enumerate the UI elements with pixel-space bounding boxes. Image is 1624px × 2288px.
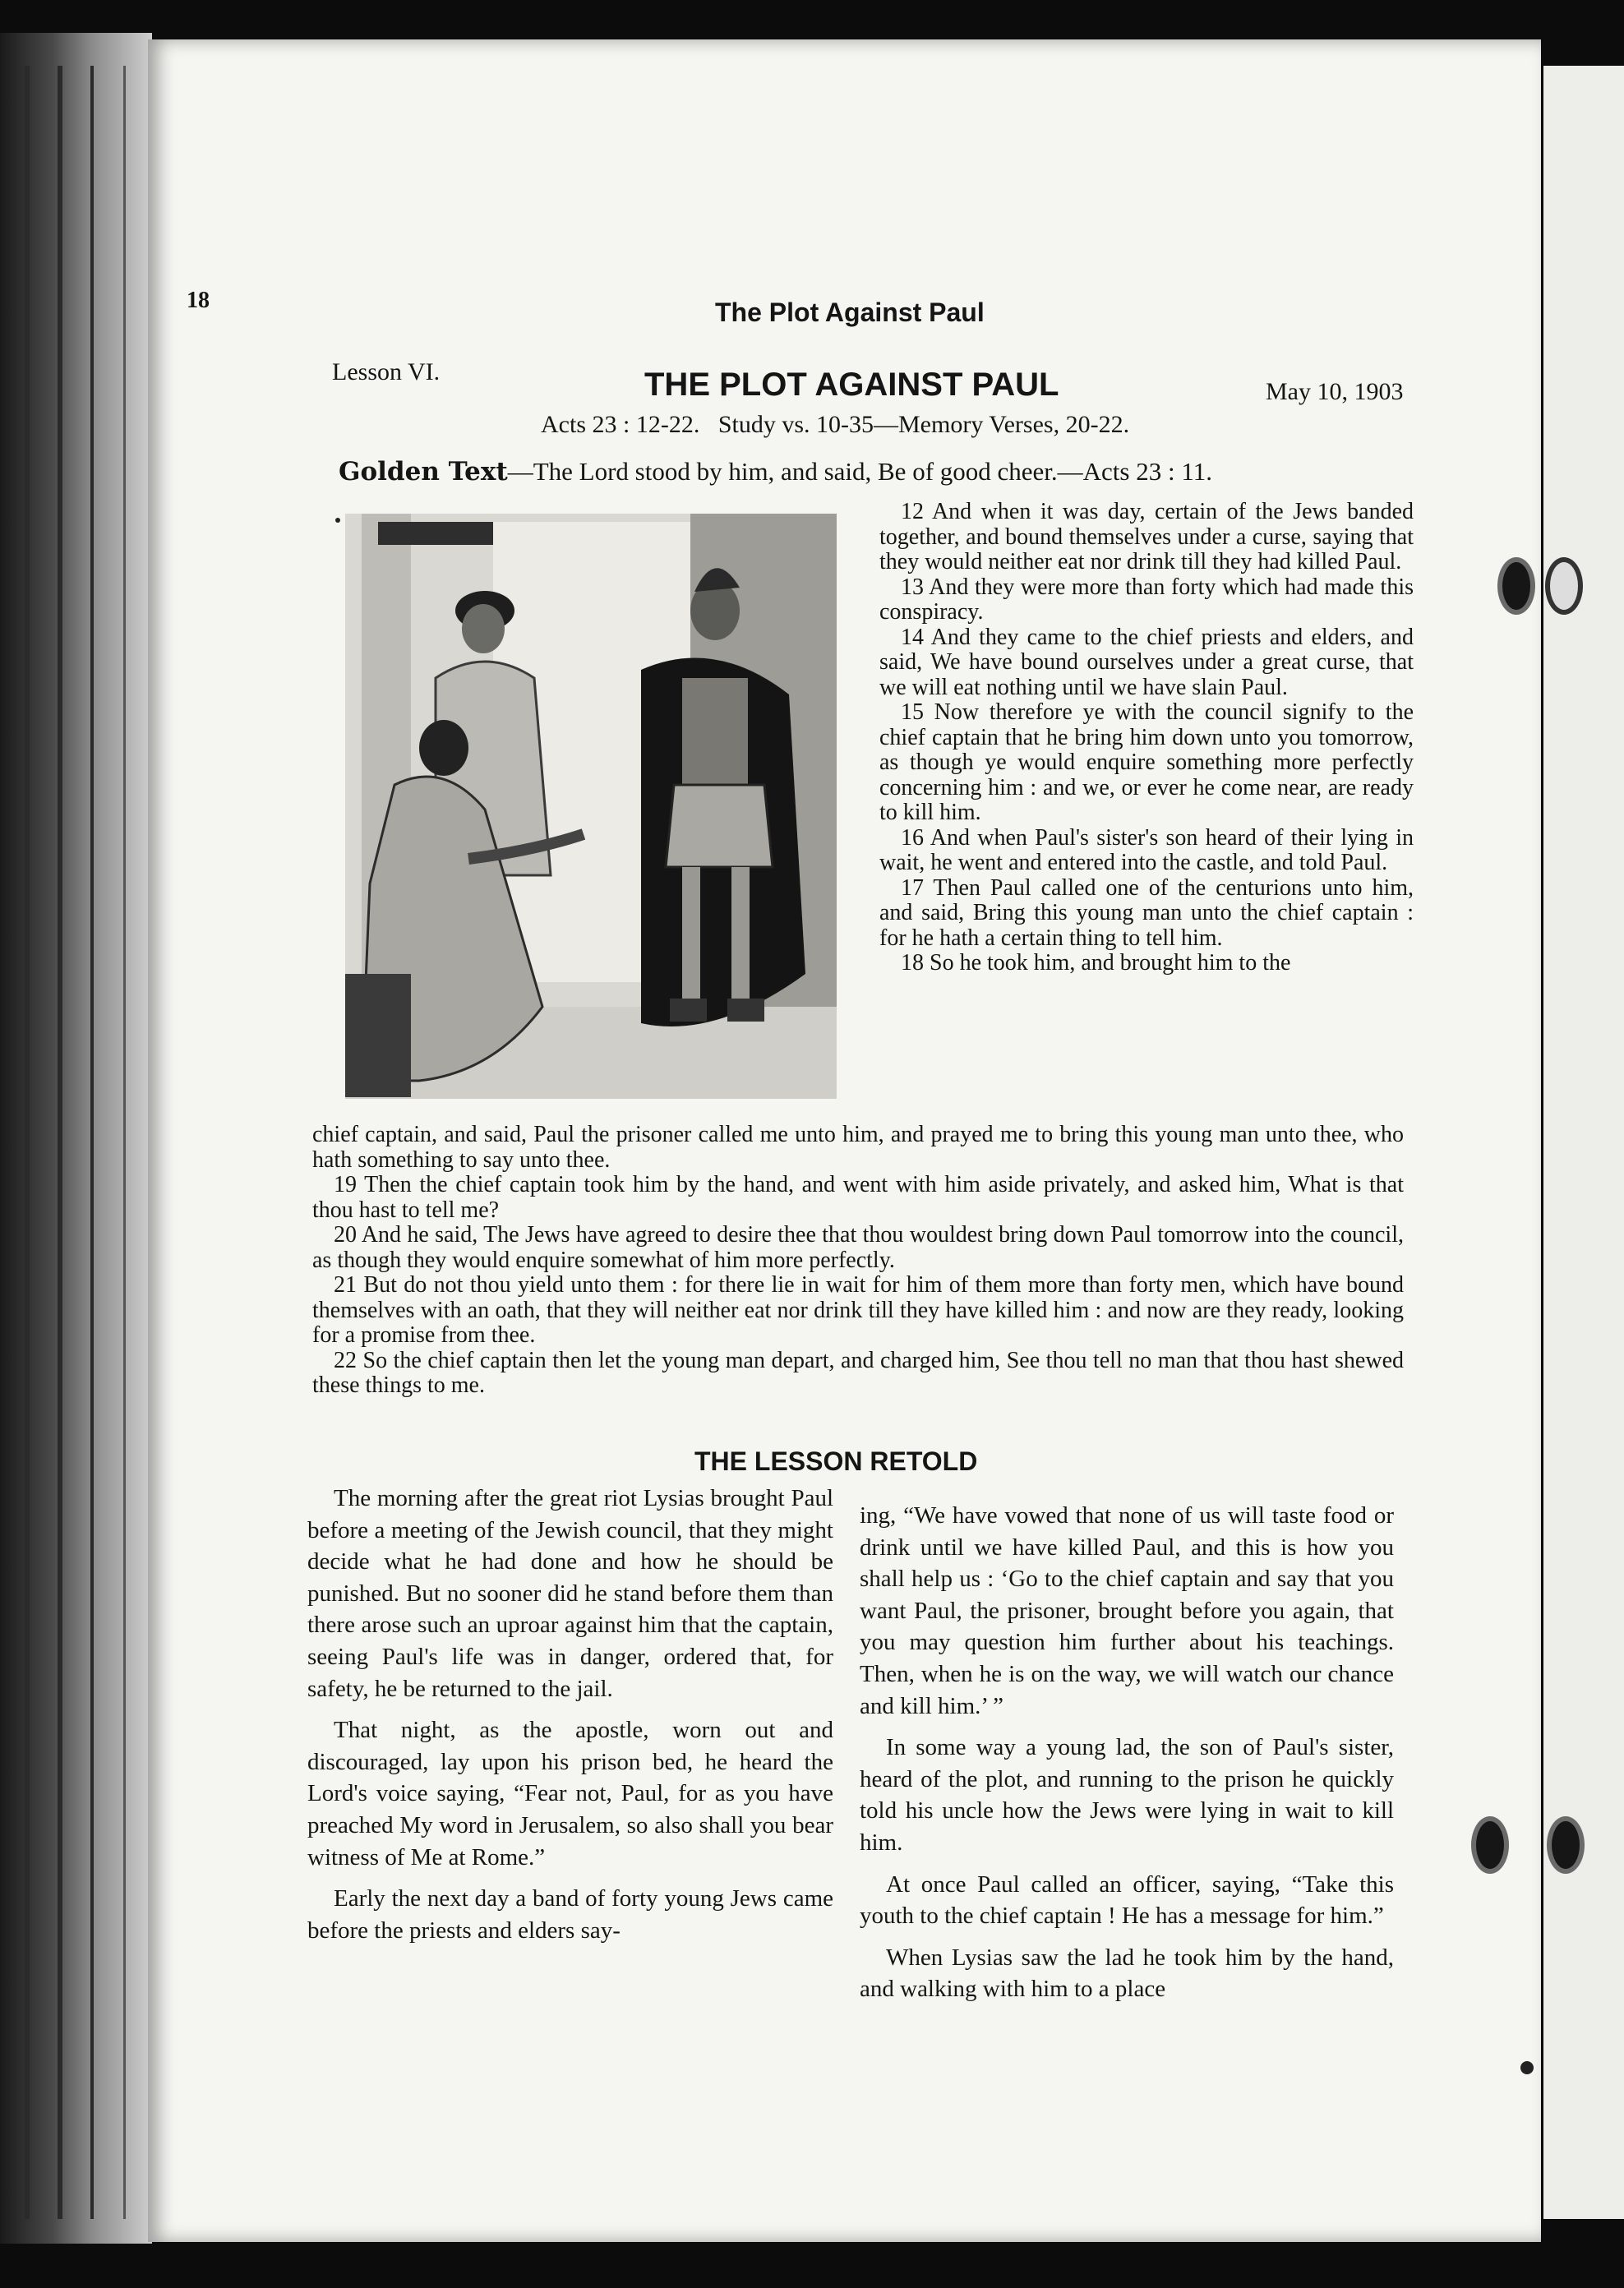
verse-20: 20 And he said, The Jews have agreed to desire thee that thou wouldest bring down Paul tomorrow into the council, as though they would enquire somewhat of him more perfectly. [312,1222,1404,1273]
scripture-verses-full [312,1123,1404,1399]
lesson-date: May 10, 1903 [1266,378,1404,405]
golden-text-body: —The Lord stood by him, and said, Be of good cheer.—Acts 23 : 11. [507,457,1212,486]
golden-text [339,457,1212,487]
verse-18-cont: chief captain, and said, Paul the prisoner called me unto him, and prayed me to bring this young man unto thee, who hath something to say unto thee. [312,1122,1404,1173]
verse-14: 14 And they came to the chief priests and elders, and said, We have bound ourselves under a great curse, that we will eat nothing until we have slain Paul. [879,624,1414,700]
lesson-illustration [345,514,837,1099]
page-edge-line [90,66,94,2219]
binder-hole [1471,1816,1509,1874]
verse-17: 17 Then Paul called one of the centurions unto him, and said, Bring this young man unto the chief captain : for he hath a certain thing to tell him. [879,874,1414,951]
verse-18-start: 18 So he took him, and brought him to the [901,950,1291,976]
ink-speck [335,518,340,523]
binder-hole [1545,557,1583,615]
scripture-reference: Acts 23 : 12-22. Study vs. 10-35—Memory Verses, 20-22. [541,411,1130,438]
lesson-title: THE PLOT AGAINST PAUL [644,367,1059,403]
retold-paragraph: Early the next day a band of forty young Jews came before the priests and elders say- [307,1885,833,1944]
verse-21: 21 But do not thou yield unto them : for there lie in wait for him of them more than forty men, which have bound themselves with an oath, that they will neither eat nor drink till they have killed him : and now are they ready, looking for a promise from thee. [312,1272,1404,1348]
verse-13: 13 And they were more than forty which had made this conspiracy. [879,574,1414,625]
binder-hole [1547,1816,1585,1874]
retold-right-column [860,1500,1394,2015]
page-edge-line [58,66,62,2219]
book-spine-edge [0,33,152,2244]
retold-paragraph: When Lysias saw the lad he took him by the hand, and walking with him to a place [860,1944,1394,2003]
retold-paragraph: The morning after the great riot Lysias brought Paul before a meeting of the Jewish council, that they might decide what he had done and how he should be punished. But no sooner did he stand before them than there arose such an uproar against him that the captain, seeing Paul's life was in danger, ordered that, for safety, he be returned to the jail. [307,1485,833,1702]
retold-paragraph: At once Paul called an officer, saying, “Take this youth to the chief captain ! He has a message for him.” [860,1871,1394,1930]
golden-text-label: Golden Text [339,457,508,487]
running-title: The Plot Against Paul [715,298,985,327]
page-edge-line [25,66,30,2219]
ink-speck [1520,2061,1534,2074]
page-number: 18 [187,288,210,313]
page-edge-line [123,66,126,2219]
lesson-number: Lesson VI. [332,358,441,385]
facing-page-edge [1543,66,1624,2219]
retold-left-column [307,1483,833,1956]
retold-paragraph: In some way a young lad, the son of Paul's sister, heard of the plot, and running to the prison he quickly told his uncle how the Jews were lying in wait to kill him. [860,1734,1394,1856]
scripture-verses-column [879,500,1414,976]
verse-15: 15 Now therefore ye with the council signify to the chief captain that he bring him down unto you tomorrow, as though ye would enquire something more perfectly concerning him : and we, or ever he come near, are ready to kill him. [879,699,1414,825]
retold-paragraph-continued: ing, “We have vowed that none of us will taste food or drink until we have killed Paul, and this is how you shall help us : ‘Go to the chief captain and say that you want Paul, the prisoner, brought before you again, that you may question him further about his teachings. Then, when he is on the way, we will watch our chance and kill him.’ ” [860,1502,1394,1719]
verse-22: 22 So the chief captain then let the young man depart, and charged him, See thou tell no man that thou hast shewed these things to me. [312,1347,1404,1398]
retold-heading: THE LESSON RETOLD [694,1446,978,1476]
binder-hole [1497,557,1535,615]
verse-12: 12 And when it was day, certain of the Jews banded together, and bound themselves under a curse, saying that they would neither eat nor drink till they had killed Paul. [879,499,1414,574]
verse-19: 19 Then the chief captain took him by the hand, and went with him aside privately, and asked him, What is that thou hast to tell me? [312,1172,1404,1223]
retold-paragraph: That night, as the apostle, worn out and discouraged, lay upon his prison bed, he heard the Lord's voice saying, “Fear not, Paul, for as you have preached My word in Jerusalem, so also shall you bear witness of Me at Rome.” [307,1717,833,1871]
verse-16: 16 And when Paul's sister's son heard of their lying in wait, he went and entered into the castle, and told Paul. [879,824,1414,875]
